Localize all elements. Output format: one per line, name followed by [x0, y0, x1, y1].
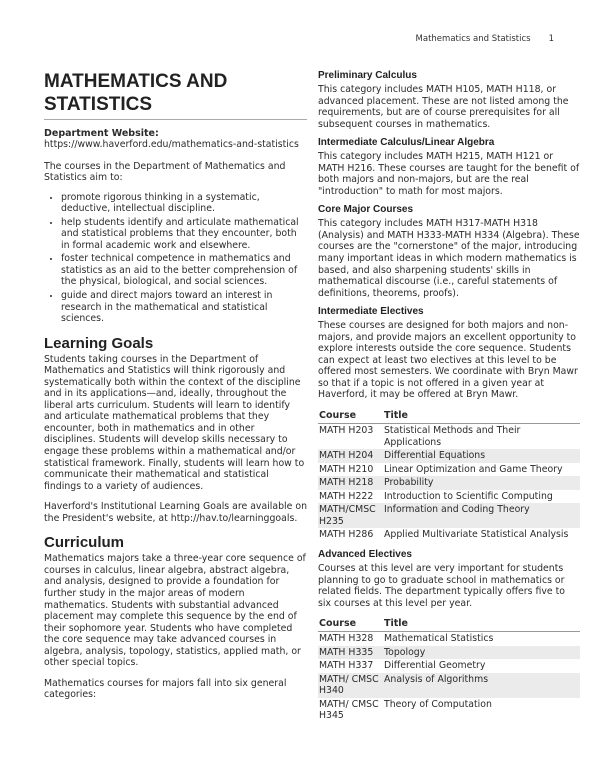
- course-title: Statistical Methods and Their Applications: [384, 425, 521, 448]
- course-title: Mathematical Statistics: [384, 633, 494, 645]
- list-item: • guide and direct majors toward an interest in research in the mathematical and statistical sciences.: [61, 290, 307, 325]
- course-title: Probability: [383, 476, 580, 490]
- learning-goals-heading: Learning Goals: [44, 334, 154, 352]
- institutional-goals-paragraph: Haverford's Institutional Learning Goals are available on the President's website, at http://hav.to/learninggoals.: [44, 501, 307, 524]
- intermediate-electives-table: [318, 409, 580, 542]
- column-header-course: Course: [318, 617, 383, 632]
- left-column: [44, 62, 307, 701]
- table-row: [318, 476, 580, 490]
- table-row: [318, 490, 580, 504]
- intermediate-calculus-text: This category includes MATH H215, MATH H121 or MATH H216. These courses are taught for the benefit of both majors and non-majors, but are the real "introduction" to math for most majors.: [318, 151, 580, 197]
- course-title: Topology: [383, 646, 580, 660]
- table-row: [318, 659, 580, 673]
- course-title: Introduction to Scientific Computing: [384, 490, 553, 502]
- advanced-electives-heading: Advanced Electives: [318, 548, 412, 560]
- column-header-title: Title: [383, 617, 580, 632]
- curriculum-heading: Curriculum: [44, 534, 125, 552]
- core-major-heading: Core Major Courses: [318, 204, 414, 216]
- course-code: MATH/CMSC H235: [318, 503, 383, 528]
- column-header-title: Title: [383, 409, 580, 424]
- advanced-electives-text: Courses at this level are very important for students planning to go to graduate school in mathematics or related fields. The department typically offers five to six courses at this level per year.: [318, 562, 565, 609]
- advanced-electives-table: [318, 617, 580, 723]
- page-title: MATHEMATICS AND STATISTICS: [44, 70, 307, 120]
- intermediate-electives-text: These courses are designed for both majors and non-majors, and provide majors an excellent opportunity to explore interests outside the core sequence. Students can expect at least two electives at this level to be offered most semesters. We coordinate with Bryn Mawr so that if a topic is not offered in a given year at Haverford, it may be offered at Bryn Mawr.: [318, 320, 578, 401]
- course-code: MATH H218: [318, 476, 383, 490]
- course-title: Differential Geometry: [384, 660, 486, 672]
- course-code: MATH H328: [319, 633, 374, 645]
- course-code: MATH H286: [319, 529, 374, 541]
- aims-list: [44, 192, 307, 325]
- categories-paragraph: Mathematics courses for majors fall into six general categories:: [44, 677, 287, 701]
- prelim-calculus-text: This category includes MATH H105, MATH H118, or advanced placement. These are not listed among the requirements, but are of course prerequisites for all subsequent courses in mathematics.: [318, 84, 569, 130]
- running-header: [416, 34, 554, 44]
- list-item: • help students identify and articulate mathematical and statistical problems that they encounter, both in formal academic work and elsewhere.: [61, 217, 307, 252]
- list-item: • promote rigorous thinking in a systematic, deductive, intellectual discipline.: [61, 192, 307, 215]
- table-row: [318, 503, 580, 528]
- course-title: Analysis of Algorithms: [383, 673, 580, 698]
- course-code: MATH H204: [318, 449, 383, 463]
- running-title: Mathematics and Statistics: [415, 34, 531, 44]
- course-code: MATH/ CMSC H345: [319, 698, 379, 722]
- learning-goals-paragraph: Students taking courses in the Department of Mathematics and Statistics will think rigorously and systematically both within the context of the discipline and in its applications—and, ideally, throughout the liberal arts curriculum. Students will learn to identify and articulate mathematical problems that they encounter, both in mathematics and in other disciplines. Students will develop skills necessary to engage these problems within a mathematical and/or statistical framework. Finally, students will learn how to communicate their mathematical and statistical findings to a variety of audiences.: [44, 353, 305, 492]
- right-column: [318, 62, 580, 723]
- course-code: MATH H335: [318, 646, 383, 660]
- course-code: MATH H210: [319, 463, 374, 475]
- list-item: • foster technical competence in mathematics and statistics as an aid to the better comprehension of the physical, biological, and social sciences.: [61, 253, 307, 288]
- table-row: [318, 424, 580, 450]
- course-title: Information and Coding Theory: [383, 503, 580, 528]
- table-row: [318, 528, 580, 542]
- course-code: MATH H337: [319, 660, 374, 672]
- table-row: [318, 463, 580, 477]
- course-title: Applied Multivariate Statistical Analysis: [384, 529, 569, 541]
- dept-website-link[interactable]: https://www.haverford.edu/mathematics-and-statistics: [44, 139, 299, 150]
- dept-website-label: Department Website:: [44, 128, 159, 139]
- table-row: [318, 449, 580, 463]
- course-code: MATH H203: [319, 425, 374, 437]
- table-row: [318, 646, 580, 660]
- course-code: MATH H222: [319, 490, 374, 502]
- intro-text: The courses in the Department of Mathematics and Statistics aim to:: [44, 160, 286, 184]
- curriculum-paragraph: Mathematics majors take a three-year core sequence of courses in calculus, linear algebra, abstract algebra, and analysis, designed to provide a foundation for further study in the major areas of modern mathematics. Students with substantial advanced placement may complete this sequence by the end of their sophomore year. Students who have completed the core sequence may take advanced courses in algebra, analysis, topology, statistics, applied math, or other special topics.: [44, 553, 306, 669]
- table-row: [318, 673, 580, 698]
- intermediate-calculus-heading: Intermediate Calculus/Linear Algebra: [318, 137, 495, 149]
- page-number: 1: [548, 34, 554, 44]
- course-title: Differential Equations: [383, 449, 580, 463]
- course-title: Linear Optimization and Game Theory: [384, 463, 563, 475]
- table-row: [318, 632, 580, 646]
- table-row: [318, 698, 580, 723]
- core-major-text: This category includes MATH H317-MATH H318 (Analysis) and MATH H333-MATH H334 (Algebra). These courses are the "cornerstone" of the major, introducing many important ideas in which modern mathematics is based, and also sharpening students' skills in mathematical discourse (i.e., careful statements of definitions, theorems, proofs).: [318, 218, 580, 299]
- intermediate-electives-heading: Intermediate Electives: [318, 306, 424, 318]
- prelim-calculus-heading: Preliminary Calculus: [318, 70, 417, 81]
- course-code: MATH/ CMSC H340: [318, 673, 383, 698]
- course-title: Theory of Computation: [384, 698, 492, 710]
- column-header-course: Course: [318, 409, 383, 424]
